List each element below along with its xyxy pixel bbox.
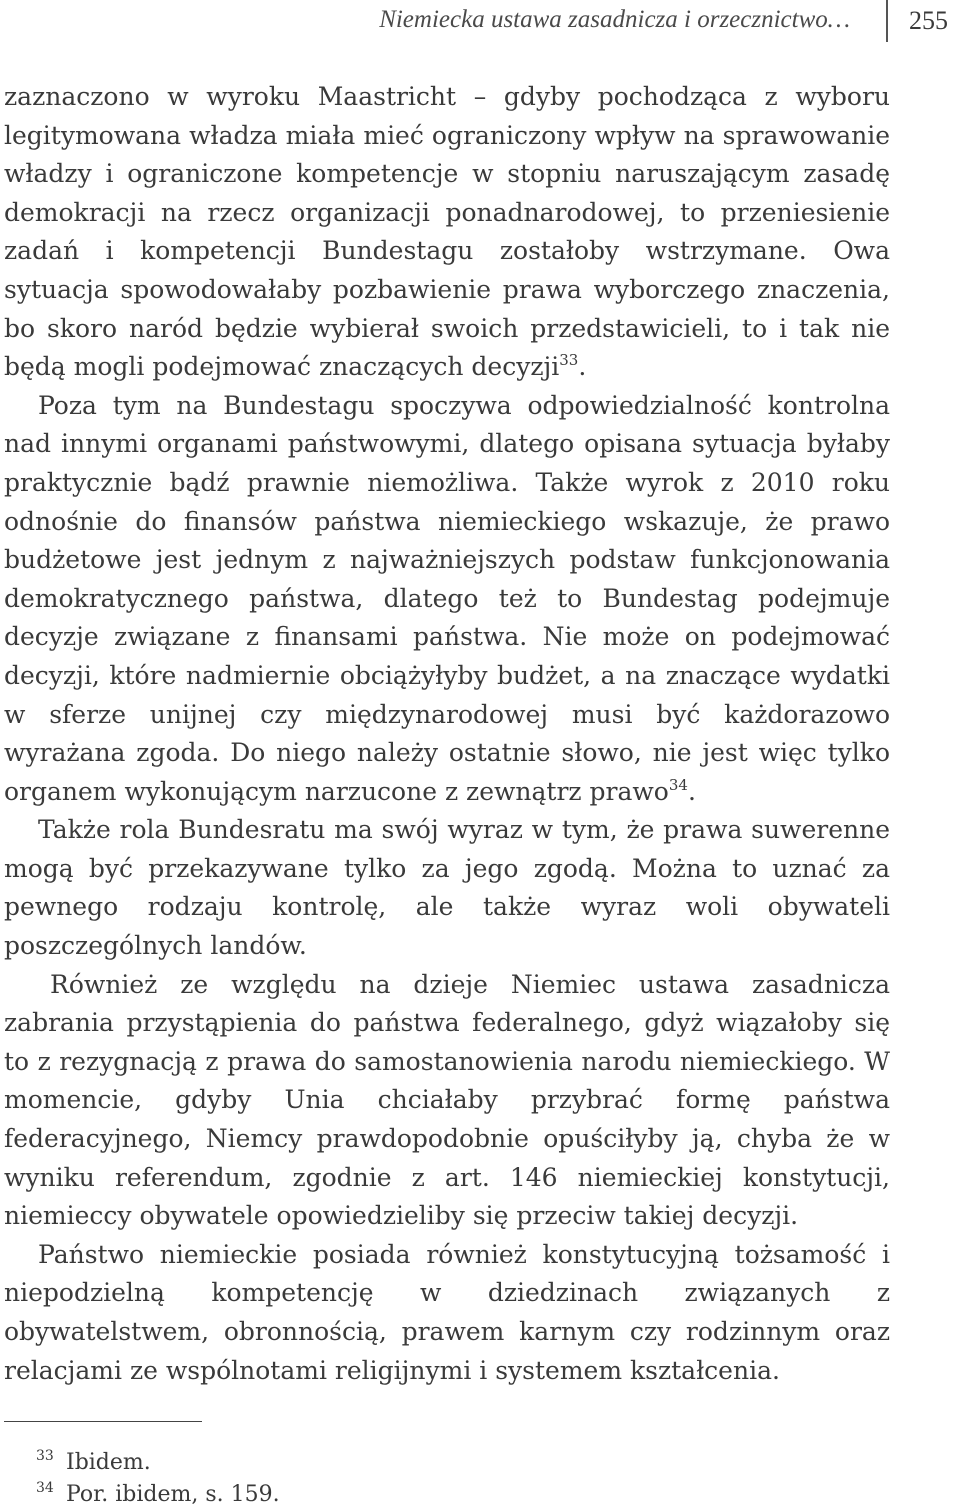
- footnote-34: 34 Por. ibidem, s. 159.: [36, 1480, 280, 1507]
- footnote-33: 33 Ibidem.: [36, 1448, 151, 1475]
- running-head: Niemiecka ustawa zasadnicza i orzecznictwo…: [379, 6, 850, 33]
- body-text: [4, 78, 890, 1390]
- page-number: 255: [909, 6, 948, 35]
- paragraph-2-end: .: [687, 776, 696, 806]
- paragraph-4: Również ze względu na dzieje Niemiec ustawa zasadnicza zabrania przystąpienia do państwa federalnego, gdyż wiązałoby się to z rezygnacją z prawa do samostanowienia narodu niemieckiego. W momencie, gdyby Unia chciałaby przybrać formę państwa federacyjnego, Niemcy prawdopodobnie opuściłyby ją, chyba że w wyniku referendum, zgodnie z art. 146 niemieckiej konstytucji, niemieccy obywatele opowiedzieliby się przeciw takiej decyzji.: [4, 969, 890, 1231]
- paragraph-5: Państwo niemieckie posiada również konstytucyjną tożsamość i niepodzielną kompetencję w dziedzinach związanych z obywatelstwem, obronnością, prawem karnym czy rodzinnym oraz relacjami ze wspólnotami religijnymi i systemem kształcenia.: [4, 1239, 890, 1385]
- footnote-text: Ibidem.: [66, 1450, 151, 1475]
- paragraph-1-end: .: [578, 352, 587, 382]
- footnote-text: Por. ibidem, s. 159.: [66, 1482, 280, 1507]
- paragraph-2: [4, 387, 890, 812]
- footnote-ref-34: 34: [668, 775, 688, 794]
- footnote-separator: [4, 1421, 202, 1422]
- header-divider: [886, 0, 888, 42]
- footnotes: [36, 1447, 280, 1511]
- paragraph-1: [4, 78, 890, 387]
- paragraph-1-text: zaznaczono w wyroku Maastricht – gdyby pochodząca z wyboru legitymowana władza miała mieć ograniczony wpływ na sprawowanie władzy i ograniczone kompetencje w stopniu naruszającym zasadę demokracji na rzecz organizacji ponadnarodowej, to przeniesienie zadań i kompetencji Bundestagu zostałoby wstrzymane. Owa sytuacja spowodowałaby pozbawienie prawa wyborczego znaczenia, bo skoro naród będzie wybierał swoich przedstawicieli, to i tak nie będą mogli podejmować znaczących decyzji: [4, 82, 890, 382]
- paragraph-3: Także rola Bundesratu ma swój wyraz w tym, że prawa suwerenne mogą być przekazywane tylko za jego zgodą. Można to uznać za pewnego rodzaju kontrolę, ale także wyraz woli obywateli poszczególnych landów.: [4, 815, 890, 961]
- footnote-ref-33: 33: [559, 351, 579, 370]
- paragraph-2-text: Poza tym na Bundestagu spoczywa odpowiedzialność kontrolna nad innymi organami państwowymi, dlatego opisana sytuacja byłaby praktycznie bądź prawnie niemożliwa. Także wyrok z 2010 roku odnośnie do finansów państwa niemieckiego wskazuje, że prawo budżetowe jest jednym z najważniejszych podstaw funkcjonowania demokratycznego państwa, dlatego też to Bundestag podejmuje decyzje związane z finansami państwa. Nie może on podejmować decyzji, które nadmiernie obciążyłyby budżet, a na znaczące wydatki w sferze unijnej czy międzynarodowej musi być każdorazowo wyrażana zgoda. Do niego należy ostatnie słowo, nie jest więc tylko organem wykonującym narzucone z zewnątrz prawo: [4, 390, 890, 806]
